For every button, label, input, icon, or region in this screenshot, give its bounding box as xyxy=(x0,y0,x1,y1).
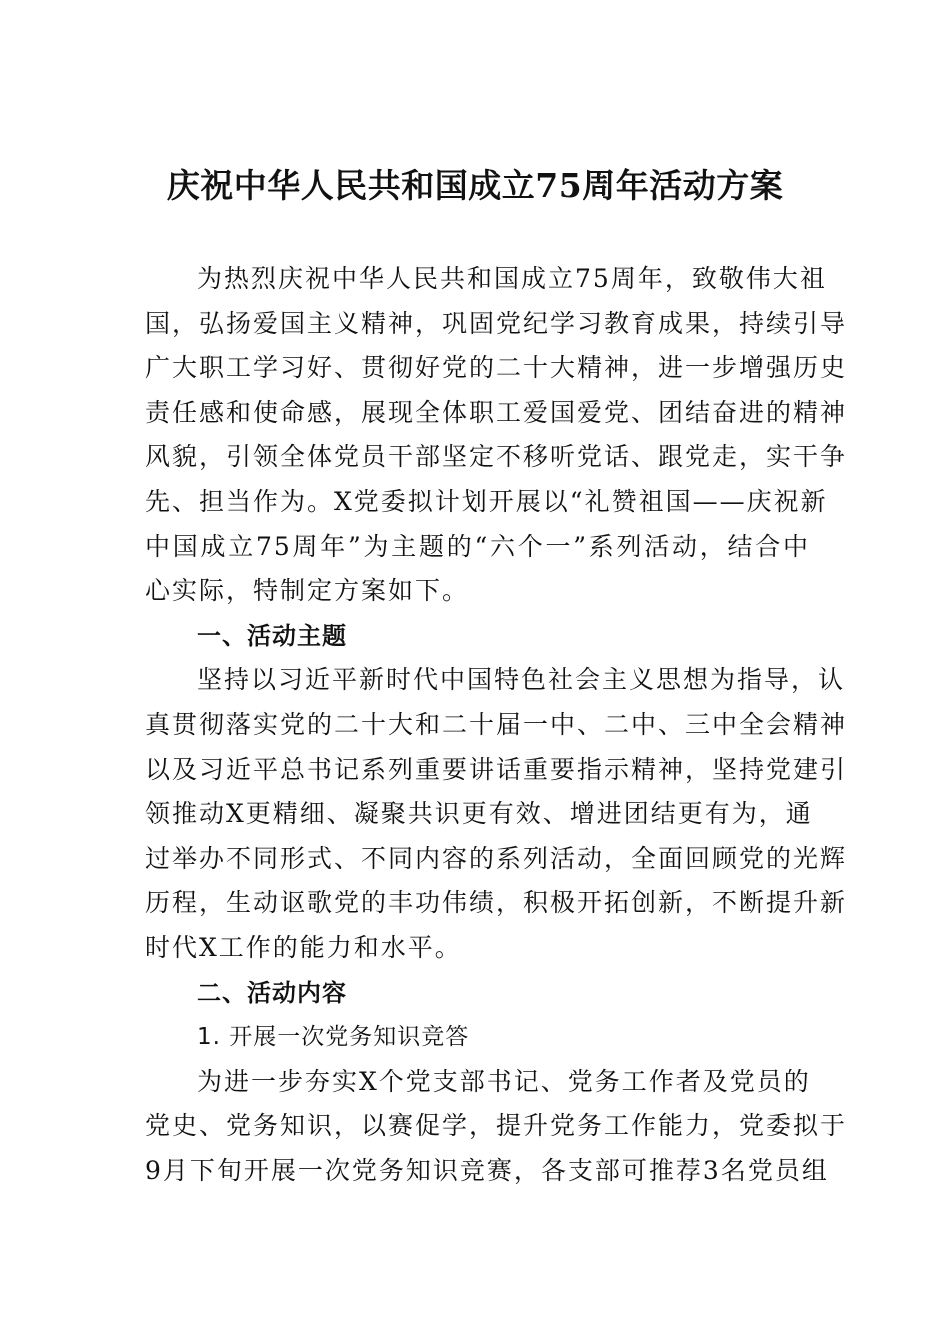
intro-line: 国，弘扬爱国主义精神，巩固党纪学习教育成果，持续引导 xyxy=(145,308,848,338)
section-heading-theme: 一、活动主题 xyxy=(197,621,347,650)
document-body xyxy=(145,257,848,1193)
section1-line: 坚持以习近平新时代中国特色社会主义思想为指导，认 xyxy=(197,665,846,695)
section1-line: 以及习近平总书记系列重要讲话重要指示精神，坚持党建引 xyxy=(145,754,848,784)
section1-line: 领推动X更精细、凝聚共识更有效、增进团结更有为，通 xyxy=(145,799,813,829)
section1-line: 真贯彻落实党的二十大和二十届一中、二中、三中全会精神 xyxy=(145,709,848,739)
section1-line: 历程，生动讴歌党的丰功伟绩，积极开拓创新，不断提升新 xyxy=(145,888,848,918)
subsection-heading: 1. 开展一次党务知识竞答 xyxy=(197,1024,470,1051)
section2-line: 为进一步夯实X个党支部书记、党务工作者及党员的 xyxy=(197,1066,811,1096)
document-title: 庆祝中华人民共和国成立75周年活动方案 xyxy=(166,166,784,205)
section1-line: 时代X工作的能力和水平。 xyxy=(145,932,462,962)
intro-line: 风貌，引领全体党员干部坚定不移听党话、跟党走，实干争 xyxy=(145,442,848,472)
intro-line: 先、担当作为。X党委拟计划开展以“礼赞祖国——庆祝新 xyxy=(145,486,828,516)
section2-line: 党史、党务知识，以赛促学，提升党务工作能力，党委拟于 xyxy=(145,1111,848,1141)
intro-line: 心实际，特制定方案如下。 xyxy=(145,576,470,606)
intro-line: 责任感和使命感，展现全体职工爱国爱党、团结奋进的精神 xyxy=(145,397,848,427)
section1-line: 过举办不同形式、不同内容的系列活动，全面回顾党的光辉 xyxy=(145,843,848,873)
intro-line: 广大职工学习好、贯彻好党的二十大精神，进一步增强历史 xyxy=(145,353,848,383)
section-heading-content: 二、活动内容 xyxy=(197,978,347,1007)
intro-line: 中国成立75周年”为主题的“六个一”系列活动，结合中 xyxy=(145,531,810,561)
section2-line: 9月下旬开展一次党务知识竞赛，各支部可推荐3名党员组 xyxy=(145,1155,829,1185)
intro-line: 为热烈庆祝中华人民共和国成立75周年，致敬伟大祖 xyxy=(197,264,827,293)
